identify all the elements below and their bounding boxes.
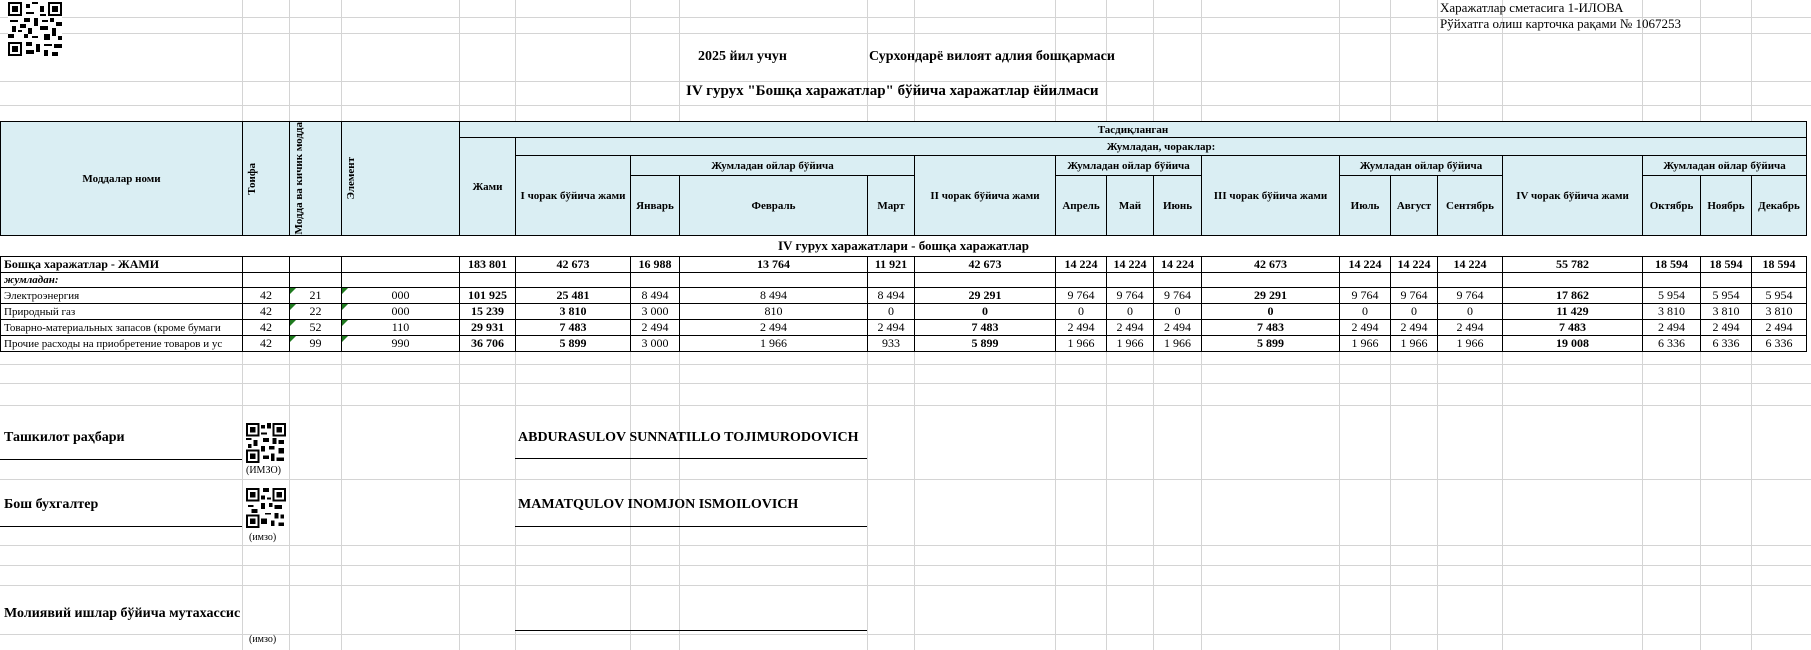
cell-value: 0 (1154, 304, 1202, 320)
cell-value: 14 224 (1056, 257, 1107, 273)
cell-article (290, 257, 342, 273)
col-header-month: Февраль (680, 176, 868, 236)
qr-code-top (8, 2, 62, 56)
cell-empty (516, 273, 631, 288)
cell-value: 5 899 (915, 336, 1056, 352)
cell-value: 9 764 (1154, 288, 1202, 304)
cell-value: 2 494 (1107, 320, 1154, 336)
col-header-month: Май (1107, 176, 1154, 236)
cell-value: 14 224 (1107, 257, 1154, 273)
accountant-label: Бош бухгалтер (4, 497, 99, 512)
cell-value: 3 810 (1643, 304, 1701, 320)
head-name-line (515, 458, 867, 459)
cell-value: 1 966 (1340, 336, 1391, 352)
finance-line (515, 630, 867, 631)
cell-value: 2 494 (868, 320, 915, 336)
cell-value: 5 954 (1643, 288, 1701, 304)
col-header-month: Сентябрь (1438, 176, 1503, 236)
cell-empty (1202, 273, 1340, 288)
cell-empty (680, 273, 868, 288)
col-header-month: Октябрь (1643, 176, 1701, 236)
cell-value: 29 291 (1202, 288, 1340, 304)
col-header-group: Тоифа (243, 122, 290, 236)
cell-value: 13 764 (680, 257, 868, 273)
cell-value: 0 (915, 304, 1056, 320)
head-name: ABDURASULOV SUNNATILLO TOJIMURODOVICH (518, 430, 859, 445)
cell-value: 2 494 (1340, 320, 1391, 336)
cell-empty (243, 273, 290, 288)
cell-value: 18 594 (1752, 257, 1807, 273)
cell-value: 2 494 (1056, 320, 1107, 336)
accountant-label-line (0, 526, 242, 527)
cell-element: 000 (342, 288, 460, 304)
cell-value: 3 810 (1752, 304, 1807, 320)
cell-value: 2 494 (1391, 320, 1438, 336)
cell-value: 1 966 (1107, 336, 1154, 352)
cell-value: 6 336 (1752, 336, 1807, 352)
page-title: IV гурух "Бошқа харажатлар" бўйича харажатлар ёйилмаси (686, 83, 1099, 99)
cell-value: 7 483 (1202, 320, 1340, 336)
cell-group (243, 257, 290, 273)
col-header-incl-quarters: Жумладан, чораклар: (516, 138, 1807, 156)
cell-value: 2 494 (1752, 320, 1807, 336)
section-title: IV гурух харажатлари - бошқа харажатлар (1, 236, 1807, 257)
table-row (1, 320, 1807, 336)
col-header-approved: Тасдиқланган (460, 122, 1807, 138)
cell-empty (1340, 273, 1391, 288)
cell-value: 6 336 (1701, 336, 1752, 352)
cell-value: 0 (1438, 304, 1503, 320)
cell-value: 0 (1340, 304, 1391, 320)
cell-value: 5 954 (1752, 288, 1807, 304)
row-name: Товарно-материальных запасов (кроме бумаги (1, 320, 243, 336)
cell-value: 1 966 (1154, 336, 1202, 352)
annex-label: Харажатлар сметасига 1-ИЛОВА (1440, 0, 1624, 15)
cell-value: 18 594 (1701, 257, 1752, 273)
col-header-month: Июль (1340, 176, 1391, 236)
cell-empty (1391, 273, 1438, 288)
cell-article: 21 (290, 288, 342, 304)
col-header-q1-months: Жумладан ойлар бўйича (631, 156, 915, 176)
cell-value: 1 966 (1056, 336, 1107, 352)
cell-element: 000 (342, 304, 460, 320)
cell-empty (1438, 273, 1503, 288)
cell-article: 52 (290, 320, 342, 336)
col-header-q4: IV чорак бўйича жами (1503, 156, 1643, 236)
cell-value: 42 673 (516, 257, 631, 273)
cell-element (342, 257, 460, 273)
cell-value: 0 (1107, 304, 1154, 320)
table-row (1, 304, 1807, 320)
cell-value: 36 706 (460, 336, 516, 352)
cell-group: 42 (243, 304, 290, 320)
cell-value: 2 494 (1438, 320, 1503, 336)
cell-value: 9 764 (1438, 288, 1503, 304)
cell-value: 25 481 (516, 288, 631, 304)
cell-value: 1 966 (680, 336, 868, 352)
cell-value: 19 008 (1503, 336, 1643, 352)
cell-empty (1503, 273, 1643, 288)
cell-value: 5 899 (1202, 336, 1340, 352)
cell-value: 101 925 (460, 288, 516, 304)
cell-value: 16 988 (631, 257, 680, 273)
row-name: Природный газ (1, 304, 243, 320)
col-header-month: Декабрь (1752, 176, 1807, 236)
col-header-q2-months: Жумладан ойлар бўйича (1056, 156, 1202, 176)
cell-empty (290, 273, 342, 288)
cell-group: 42 (243, 288, 290, 304)
cell-group: 42 (243, 320, 290, 336)
col-header-name: Моддалар номи (1, 122, 243, 236)
cell-empty (1107, 273, 1154, 288)
accountant-sign-caption: (имзо) (249, 532, 277, 543)
cell-empty (342, 273, 460, 288)
cell-value: 15 239 (460, 304, 516, 320)
row-name: Электроэнергия (1, 288, 243, 304)
cell-value: 42 673 (915, 257, 1056, 273)
cell-value: 2 494 (1701, 320, 1752, 336)
cell-value: 2 494 (1154, 320, 1202, 336)
cell-value: 0 (868, 304, 915, 320)
cell-value: 8 494 (631, 288, 680, 304)
cell-group: 42 (243, 336, 290, 352)
cell-value: 8 494 (680, 288, 868, 304)
cell-value: 55 782 (1503, 257, 1643, 273)
row-name: Бошқа харажатлар - ЖАМИ (1, 257, 243, 273)
cell-value: 0 (1056, 304, 1107, 320)
cell-empty (915, 273, 1056, 288)
cell-value: 11 429 (1503, 304, 1643, 320)
cell-empty (1643, 273, 1701, 288)
cell-value: 8 494 (868, 288, 915, 304)
table-row (1, 336, 1807, 352)
cell-value: 3 000 (631, 336, 680, 352)
head-label: Ташкилот раҳбари (4, 430, 125, 445)
cell-element: 990 (342, 336, 460, 352)
col-header-month: Ноябрь (1701, 176, 1752, 236)
col-header-total: Жами (460, 138, 516, 236)
cell-empty (1701, 273, 1752, 288)
cell-value: 14 224 (1438, 257, 1503, 273)
expense-table (0, 121, 1807, 352)
cell-value: 9 764 (1056, 288, 1107, 304)
cell-value: 2 494 (631, 320, 680, 336)
cell-empty (1056, 273, 1107, 288)
col-header-q2: II чорак бўйича жами (915, 156, 1056, 236)
col-header-month: Январь (631, 176, 680, 236)
cell-value: 7 483 (516, 320, 631, 336)
cell-value: 810 (680, 304, 868, 320)
cell-empty (460, 273, 516, 288)
cell-empty (1154, 273, 1202, 288)
cell-value: 3 810 (516, 304, 631, 320)
col-header-q3-months: Жумладан ойлар бўйича (1340, 156, 1503, 176)
cell-value: 5 954 (1701, 288, 1752, 304)
cell-value: 3 000 (631, 304, 680, 320)
table-row (1, 288, 1807, 304)
cell-value: 18 594 (1643, 257, 1701, 273)
cell-value: 3 810 (1701, 304, 1752, 320)
table-row-incl (1, 273, 1807, 288)
cell-value: 7 483 (1503, 320, 1643, 336)
finance-sign-caption: (имзо) (249, 634, 277, 645)
cell-value: 42 673 (1202, 257, 1340, 273)
finance-label: Молиявий ишлар бўйича мутахассис (4, 606, 241, 621)
col-header-element: Элемент (342, 122, 460, 236)
cell-article: 22 (290, 304, 342, 320)
cell-value: 183 801 (460, 257, 516, 273)
col-header-q4-months: Жумладан ойлар бўйича (1643, 156, 1807, 176)
accountant-name-line (515, 526, 867, 527)
col-header-q1: I чорак бўйича жами (516, 156, 631, 236)
cell-value: 17 862 (1503, 288, 1643, 304)
cell-value: 29 291 (915, 288, 1056, 304)
col-header-month: Апрель (1056, 176, 1107, 236)
cell-value: 29 931 (460, 320, 516, 336)
cell-value: 2 494 (1643, 320, 1701, 336)
head-signature-qr-icon (246, 423, 286, 463)
cell-value: 11 921 (868, 257, 915, 273)
year-label: 2025 йил учун (698, 49, 787, 64)
cell-value: 1 966 (1438, 336, 1503, 352)
accountant-name: MAMATQULOV INOMJON ISMOILOVICH (518, 497, 799, 512)
cell-value: 14 224 (1154, 257, 1202, 273)
cell-value: 5 899 (516, 336, 631, 352)
row-name: Прочие расходы на приобретение товаров и ус (1, 336, 243, 352)
cell-value: 933 (868, 336, 915, 352)
incl-label: жумладан: (1, 273, 243, 288)
cell-value: 1 966 (1391, 336, 1438, 352)
cell-empty (1752, 273, 1807, 288)
table-row-total (1, 257, 1807, 273)
cell-empty (868, 273, 915, 288)
cell-value: 2 494 (680, 320, 868, 336)
card-number: Рўйхатга олиш карточка рақами № 1067253 (1440, 16, 1682, 31)
cell-value: 14 224 (1340, 257, 1391, 273)
col-header-month: Июнь (1154, 176, 1202, 236)
cell-value: 0 (1202, 304, 1340, 320)
col-header-month: Август (1391, 176, 1438, 236)
cell-value: 9 764 (1340, 288, 1391, 304)
cell-value: 0 (1391, 304, 1438, 320)
cell-value: 9 764 (1391, 288, 1438, 304)
cell-value: 9 764 (1107, 288, 1154, 304)
head-sign-caption: (ИМЗО) (246, 465, 282, 476)
head-label-line (0, 459, 242, 460)
cell-empty (631, 273, 680, 288)
col-header-month: Март (868, 176, 915, 236)
col-header-q3: III чорак бўйича жами (1202, 156, 1340, 236)
cell-value: 6 336 (1643, 336, 1701, 352)
organization-name: Сурхондарё вилоят адлия бошқармаси (869, 49, 1115, 64)
accountant-signature-qr-icon (246, 488, 286, 528)
cell-element: 110 (342, 320, 460, 336)
cell-article: 99 (290, 336, 342, 352)
cell-value: 7 483 (915, 320, 1056, 336)
col-header-article: Модда ва кичик модда (290, 122, 342, 236)
cell-value: 14 224 (1391, 257, 1438, 273)
